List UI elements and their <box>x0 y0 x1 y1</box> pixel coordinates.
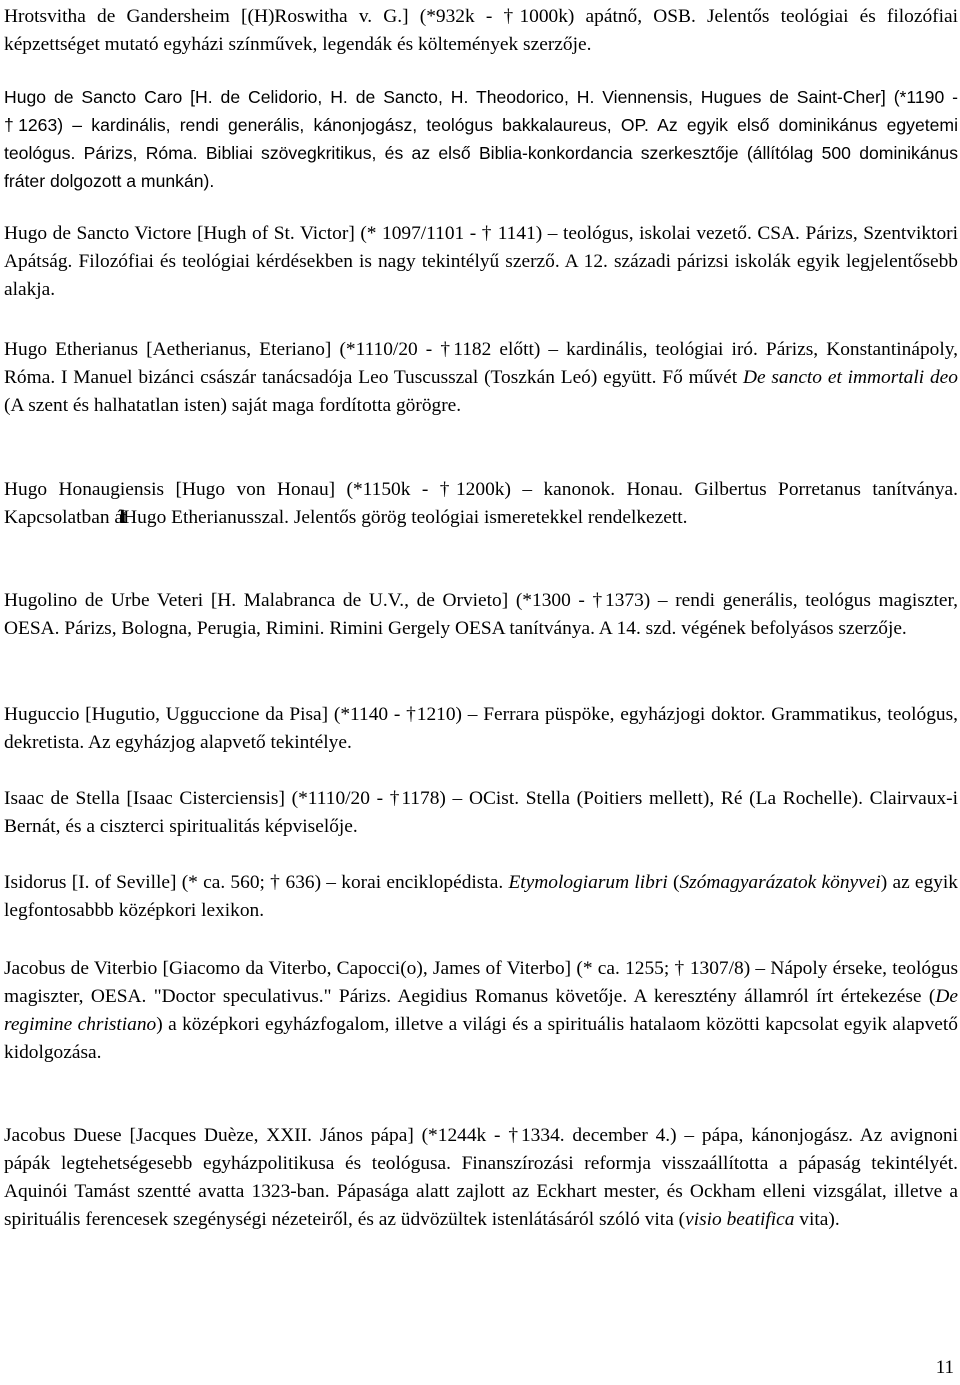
entry-text: ) az egyik legfontosabbb középkori lexikon. <box>4 872 959 921</box>
entry-jacobus-duese <box>4 1122 958 1234</box>
entry-text: Isaac de Stella [Isaac Cisterciensis] (*1110/20 - †1178) ‒ OCist. Stella (Poitiers mellett), Ré (La Rochelle). Clairvaux-i Bernát, és a ciszterci spiritualitás képviselője. <box>4 788 958 837</box>
page-number: 11 <box>935 1357 954 1378</box>
entry-huguccio <box>4 701 958 757</box>
entry-text: Isidorus [I. of Seville] (* ca. 560; † 636) ‒ korai enciklopédista. <box>4 872 509 893</box>
entry-jacobus-de-viterbio <box>4 955 958 1067</box>
entry-hugo-etherianus <box>4 336 958 420</box>
entry-text: Hugolino de Urbe Veteri [H. Malabranca de U.V., de Orvieto] (*1300 - †1373) ‒ rendi generális, teológus magiszter, OESA. Párizs, Bologna, Perugia, Rimini. Rimini Gergely OESA tanítványa. A 14. szd. végének befolyásos szerzője. <box>4 590 958 639</box>
work-title: De sancto et immortali deo <box>742 367 958 388</box>
work-title-translation: Szómagyarázatok könyvei <box>679 872 881 893</box>
entry-hugo-honaugiensis <box>4 476 958 532</box>
entry-text: Hrotsvitha de Gandersheim [(H)Roswitha v. G.] (*932k - †1000k) apátnő, OSB. Jelentős teológiai és filozófiai képzettséget mutató egyházi színművek, legendák és költemények szerzője. <box>4 6 958 55</box>
entry-text: Hugo Honaugiensis [Hugo von Honau] (*1150k - †1200k) ‒ kanonok. Honau. Gilbertus Porretanus tanítványa. Kapcsolatban <box>4 479 958 528</box>
entry-hrotsvitha <box>4 3 958 59</box>
entry-text: Hugo Etherianusszal. Jelentős görög teológiai ismeretekkel rendelkezett. <box>123 507 688 528</box>
entry-text: ( <box>667 872 680 893</box>
entry-isidorus <box>4 869 958 925</box>
entry-hugo-de-sancto-victore <box>4 220 958 304</box>
entry-text: vita). <box>794 1209 840 1230</box>
entry-text: Hugo de Sancto Caro [H. de Celidorio, H. de Sancto, H. Theodorico, H. Viennensis, Hugues de Saint-Cher] (*1190 - †1263) ‒ kardinális, rendi generális, kánonjogász, teológus bakkalaureus, OP. Az egyik első dominikánus egyetemi teológus. Párizs, Róma. Bibliai szövegkritikus, és az első Biblia-konkordancia szerkesztője (állítólag 500 dominikánus fráter dolgozott a munkán). <box>4 87 958 191</box>
overlapping-text: állt <box>114 507 124 528</box>
entry-text: Huguccio [Hugutio, Ugguccione da Pisa] (*1140 - †1210) ‒ Ferrara püspöke, egyházjogi doktor. Grammatikus, teológus, dekretista. Az egyházjog alapvető tekintélye. <box>4 704 958 753</box>
work-title: Etymologiarum libri <box>508 872 668 893</box>
entry-hugo-de-sancto-caro <box>4 83 958 195</box>
work-title: De regimine christiano <box>4 986 958 1035</box>
term: visio beatifica <box>685 1209 795 1230</box>
entry-text: ) a középkori egyházfogalom, illetve a világi és a spirituális hatalaom közötti kapcsolat egyik alapvető kidolgozása. <box>4 1014 959 1063</box>
entry-text: Jacobus de Viterbio [Giacomo da Viterbo, Capocci(o), James of Viterbo] (* ca. 1255; † 1307/8) ‒ Nápoly érseke, teológus magiszter, OESA. "Doctor speculativus." Párizs. Aegidius Romanus követője. A keresztény államról írt értekezése ( <box>4 958 958 1007</box>
entry-hugolino-de-urbe-veteri <box>4 587 958 643</box>
entry-isaac-de-stella <box>4 785 958 841</box>
entry-text: Hugo de Sancto Victore [Hugh of St. Victor] (* 1097/1101 - † 1141) ‒ teológus, iskolai vezető. CSA. Párizs, Szentviktori Apátság. Filozófiai és teológiai kérdésekben is nagy tekintélyű szerző. A 12. századi párizsi iskolák egyik legjelentősebb alakja. <box>4 223 958 300</box>
entry-text: (A szent és halhatatlan isten) saját maga fordította görögre. <box>4 395 462 416</box>
entry-text: Hugo Etherianus [Aetherianus, Eteriano] (*1110/20 - †1182 előtt) ‒ kardinális, teológiai iró. Párizs, Konstantinápoly, Róma. I Manuel bizánci császár tanácsadója Leo Tuscusszal (Toszkán Leó) együtt. Fő művét <box>4 339 958 388</box>
entry-text: Jacobus Duese [Jacques Duèze, XXII. János pápa] (*1244k - †1334. december 4.) ‒ pápa, kánonjogász. Az avignoni pápák legtehetségesebb egyházpolitikusa és teológusa. Finanszírozási reformja visszaállította a pápaság tekintélyét. Aquinói Tamást szentté avatta 1323-ban. Pápasága alatt zajlott az Eckhart mester, és Ockham elleni vizsgálat, illetve a spirituális ferencesek szegénységi nézeteiről, és az üdvözültek istenlátásáról szóló vita ( <box>4 1125 958 1230</box>
